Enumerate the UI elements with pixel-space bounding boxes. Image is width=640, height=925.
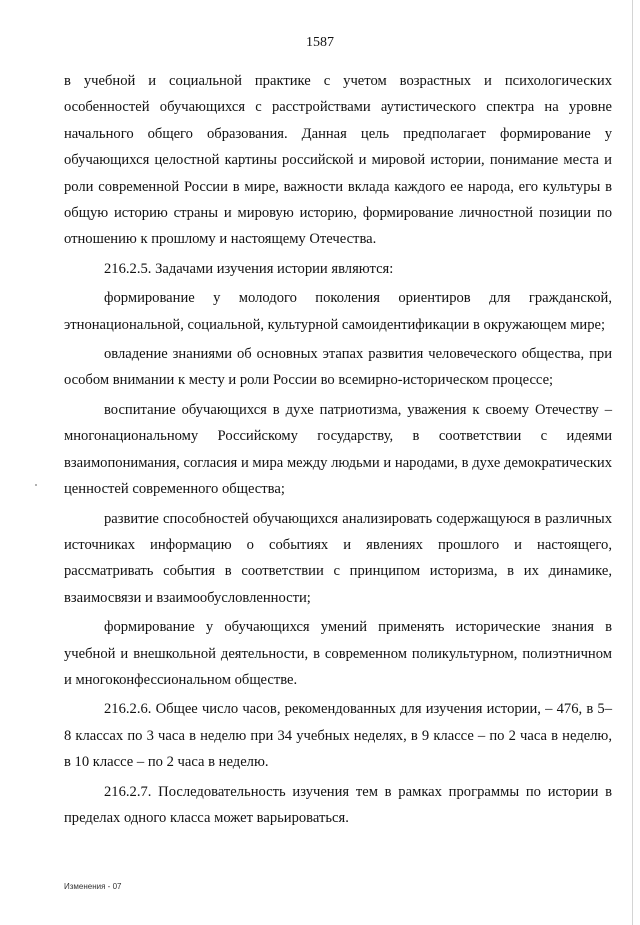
task-item-knowledge: овладение знаниями об основных этапах развития человеческого общества, при особом внимании к месту и роли России во всемирно-историческом процессе; [64,346,612,389]
page-number: 1587 [306,35,334,50]
paragraph-216-2-7-sequence: 216.2.7. Последовательность изучения тем в рамках программы по истории в пределах одного класса может варьироваться. [64,783,612,826]
scan-artifact-dot [35,484,37,486]
task-item-analysis: развитие способностей обучающихся анализировать содержащуюся в различных источниках информацию о событиях и явлениях прошлого и настоящего, рассматривать события в соответствии с принципом историзма, в их динамике, взаимосвязи и взаимообусловленности; [64,510,612,606]
paragraph-216-2-5-heading: 216.2.5. Задачами изучения истории являются: [104,260,394,277]
document-body [64,68,612,831]
scan-edge-line [632,0,633,925]
footer-note: Изменения - 07 [64,882,122,891]
task-item-orientation: формирование у молодого поколения ориентиров для гражданской, этнонациональной, социальной, культурной самоидентификации в окружающем мире; [64,290,612,333]
paragraph-216-2-6-hours: 216.2.6. Общее число часов, рекомендованных для изучения истории, – 476, в 5–8 классах по 3 часа в неделю при 34 учебных неделях, в 9 классе – по 2 часа в неделю, в 10 классе – по 2 часа в неделю. [64,701,612,771]
task-item-patriotism: воспитание обучающихся в духе патриотизма, уважения к своему Отечеству – многонациональному Российскому государству, в соответствии с идеями взаимопонимания, согласия и мира между людьми и народами, в духе демократических ценностей современного общества; [64,401,612,498]
task-item-application: формирование у обучающихся умений применять исторические знания в учебной и внешкольной деятельности, в современном поликультурном, полиэтничном и многоконфессиональном обществе. [64,619,612,688]
paragraph-continuation: в учебной и социальной практике с учетом возрастных и психологических особенностей обучающихся с расстройствами аутистического спектра на уровне начального общего образования. Данная цель предполагает формирование у обучающихся целостной картины российской и мировой истории, понимание места и роли современной России в мире, важности вклада каждого ее народа, его культуры в общую историю страны и мировую историю, формирование личностной позиции по отношению к прошлому и настоящему Отечества. [64,73,612,248]
